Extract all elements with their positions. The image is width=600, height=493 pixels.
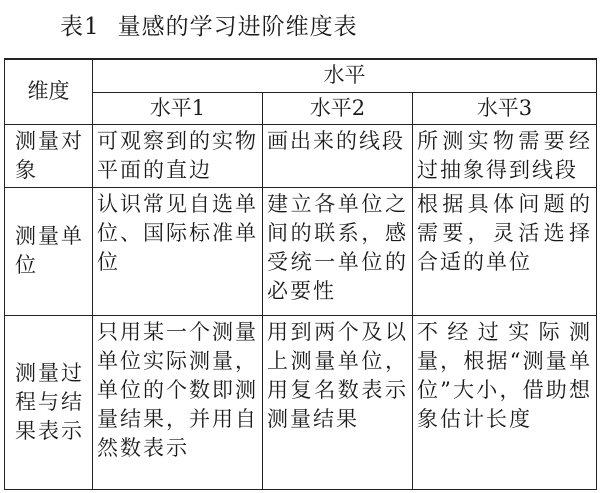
level-cell: 根据具体问题的需要，灵活选择合适的单位 <box>413 187 597 315</box>
dimension-cell-object: 测量对象 <box>5 124 93 187</box>
dimension-cell-unit: 测量单位 <box>5 187 93 315</box>
table-row <box>5 124 597 187</box>
level-cell: 可观察到的实物平面的直边 <box>93 124 263 187</box>
dimension-header: 维度 <box>5 59 93 124</box>
level-1-header: 水平1 <box>93 92 263 124</box>
level-cell: 认识常见自选单位、国际标准单位 <box>93 187 263 315</box>
table-caption <box>60 8 358 41</box>
level-2-header: 水平2 <box>263 92 413 124</box>
table-row <box>5 187 597 315</box>
table-row <box>5 315 597 489</box>
level-cell: 建立各单位之间的联系，感受统一单位的必要性 <box>263 187 413 315</box>
level-cell: 用到两个及以上测量单位，用复名数表示测量结果 <box>263 315 413 489</box>
level-3-header: 水平3 <box>413 92 597 124</box>
table-title: 量感的学习进阶维度表 <box>117 14 358 40</box>
level-cell: 只用某一个测量单位实际测量，单位的个数即测量结果，并用自然数表示 <box>93 315 263 489</box>
level-cell: 不经过实际测量，根据“测量单位”大小，借助想象估计长度 <box>413 315 597 489</box>
table-number: 表1 <box>60 14 100 40</box>
level-cell: 画出来的线段 <box>263 124 413 187</box>
level-cell: 所测实物需要经过抽象得到线段 <box>413 124 597 187</box>
progression-table <box>4 58 597 490</box>
dimension-cell-process: 测量过程与结果表示 <box>5 315 93 489</box>
level-group-header: 水平 <box>93 59 597 92</box>
